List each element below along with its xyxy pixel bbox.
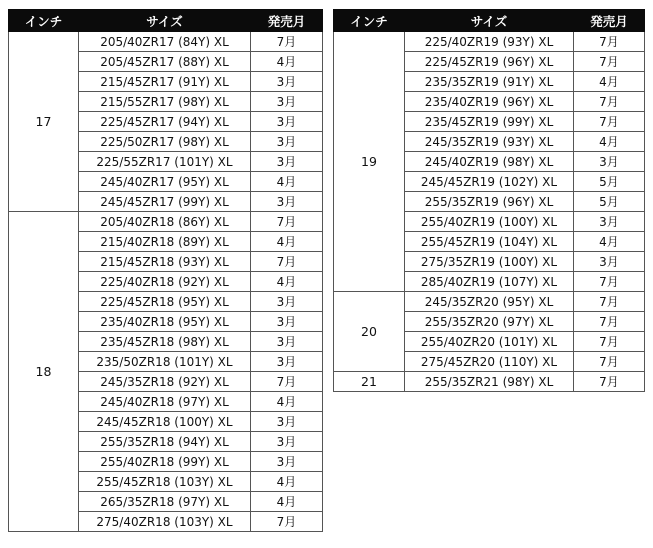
inch-cell: 18 [9, 212, 79, 532]
release-month-cell: 3月 [251, 132, 323, 152]
size-cell: 275/40ZR18 (103Y) XL [79, 512, 251, 532]
release-month-cell: 7月 [251, 512, 323, 532]
header-inch: インチ [9, 10, 79, 32]
size-cell: 245/40ZR18 (97Y) XL [79, 392, 251, 412]
size-cell: 255/40ZR19 (100Y) XL [405, 212, 574, 232]
size-cell: 215/45ZR17 (91Y) XL [79, 72, 251, 92]
size-cell: 245/45ZR18 (100Y) XL [79, 412, 251, 432]
table-row [334, 32, 645, 52]
table-row [334, 292, 645, 312]
release-month-cell: 5月 [574, 192, 645, 212]
release-month-cell: 3月 [251, 432, 323, 452]
release-month-cell: 7月 [251, 372, 323, 392]
size-cell: 285/40ZR19 (107Y) XL [405, 272, 574, 292]
release-month-cell: 3月 [251, 292, 323, 312]
size-cell: 245/45ZR17 (99Y) XL [79, 192, 251, 212]
release-month-cell: 3月 [251, 312, 323, 332]
size-cell: 225/55ZR17 (101Y) XL [79, 152, 251, 172]
release-month-cell: 3月 [251, 332, 323, 352]
release-month-cell: 7月 [574, 372, 645, 392]
header-release-month: 発売月 [251, 10, 323, 32]
release-month-cell: 4月 [251, 52, 323, 72]
size-cell: 275/45ZR20 (110Y) XL [405, 352, 574, 372]
release-month-cell: 4月 [251, 492, 323, 512]
table-row [9, 212, 323, 232]
table-row [334, 372, 645, 392]
size-cell: 255/45ZR18 (103Y) XL [79, 472, 251, 492]
inch-cell: 17 [9, 32, 79, 212]
table-body [334, 32, 645, 392]
release-month-cell: 5月 [574, 172, 645, 192]
size-cell: 205/40ZR18 (86Y) XL [79, 212, 251, 232]
size-cell: 245/45ZR19 (102Y) XL [405, 172, 574, 192]
release-month-cell: 3月 [251, 192, 323, 212]
release-month-cell: 4月 [574, 132, 645, 152]
release-month-cell: 7月 [251, 212, 323, 232]
table-row [9, 32, 323, 52]
size-cell: 245/40ZR17 (95Y) XL [79, 172, 251, 192]
release-month-cell: 7月 [574, 312, 645, 332]
size-cell: 225/50ZR17 (98Y) XL [79, 132, 251, 152]
size-cell: 235/45ZR19 (99Y) XL [405, 112, 574, 132]
release-month-cell: 4月 [574, 232, 645, 252]
release-month-cell: 7月 [574, 352, 645, 372]
release-month-cell: 3月 [574, 152, 645, 172]
release-month-cell: 4月 [251, 392, 323, 412]
size-cell: 245/35ZR20 (95Y) XL [405, 292, 574, 312]
size-cell: 245/40ZR19 (98Y) XL [405, 152, 574, 172]
size-cell: 215/55ZR17 (98Y) XL [79, 92, 251, 112]
size-cell: 215/45ZR18 (93Y) XL [79, 252, 251, 272]
release-month-cell: 7月 [251, 252, 323, 272]
release-month-cell: 7月 [251, 32, 323, 52]
release-month-cell: 4月 [251, 172, 323, 192]
size-cell: 255/35ZR18 (94Y) XL [79, 432, 251, 452]
release-month-cell: 3月 [251, 112, 323, 132]
size-cell: 235/50ZR18 (101Y) XL [79, 352, 251, 372]
release-month-cell: 4月 [574, 72, 645, 92]
size-cell: 225/45ZR18 (95Y) XL [79, 292, 251, 312]
release-month-cell: 4月 [251, 272, 323, 292]
size-cell: 235/40ZR19 (96Y) XL [405, 92, 574, 112]
release-month-cell: 7月 [574, 272, 645, 292]
release-month-cell: 7月 [574, 112, 645, 132]
header-size: サイズ [405, 10, 574, 32]
size-cell: 235/35ZR19 (91Y) XL [405, 72, 574, 92]
release-month-cell: 3月 [251, 92, 323, 112]
release-month-cell: 4月 [251, 232, 323, 252]
release-month-cell: 7月 [574, 332, 645, 352]
size-cell: 235/40ZR18 (95Y) XL [79, 312, 251, 332]
release-month-cell: 3月 [251, 352, 323, 372]
size-cell: 205/40ZR17 (84Y) XL [79, 32, 251, 52]
header-row [9, 10, 323, 32]
size-cell: 205/45ZR17 (88Y) XL [79, 52, 251, 72]
release-month-cell: 3月 [251, 452, 323, 472]
size-cell: 215/40ZR18 (89Y) XL [79, 232, 251, 252]
inch-cell: 19 [334, 32, 405, 292]
size-cell: 275/35ZR19 (100Y) XL [405, 252, 574, 272]
inch-cell: 20 [334, 292, 405, 372]
release-month-cell: 7月 [574, 92, 645, 112]
size-cell: 255/35ZR21 (98Y) XL [405, 372, 574, 392]
tire-size-table-right [333, 9, 645, 392]
size-cell: 225/40ZR19 (93Y) XL [405, 32, 574, 52]
header-release-month: 発売月 [574, 10, 645, 32]
size-cell: 235/45ZR18 (98Y) XL [79, 332, 251, 352]
inch-cell: 21 [334, 372, 405, 392]
size-cell: 225/45ZR19 (96Y) XL [405, 52, 574, 72]
size-cell: 255/40ZR18 (99Y) XL [79, 452, 251, 472]
tire-size-table-left [8, 9, 323, 532]
release-month-cell: 3月 [251, 412, 323, 432]
header-row [334, 10, 645, 32]
size-cell: 225/40ZR18 (92Y) XL [79, 272, 251, 292]
size-cell: 255/35ZR20 (97Y) XL [405, 312, 574, 332]
size-cell: 225/45ZR17 (94Y) XL [79, 112, 251, 132]
release-month-cell: 3月 [251, 152, 323, 172]
header-inch: インチ [334, 10, 405, 32]
size-cell: 245/35ZR19 (93Y) XL [405, 132, 574, 152]
table-body [9, 32, 323, 532]
size-cell: 255/35ZR19 (96Y) XL [405, 192, 574, 212]
release-month-cell: 7月 [574, 292, 645, 312]
release-month-cell: 7月 [574, 32, 645, 52]
size-cell: 245/35ZR18 (92Y) XL [79, 372, 251, 392]
header-size: サイズ [79, 10, 251, 32]
size-cell: 265/35ZR18 (97Y) XL [79, 492, 251, 512]
size-cell: 255/40ZR20 (101Y) XL [405, 332, 574, 352]
release-month-cell: 3月 [574, 212, 645, 232]
release-month-cell: 3月 [574, 252, 645, 272]
size-cell: 255/45ZR19 (104Y) XL [405, 232, 574, 252]
release-month-cell: 7月 [574, 52, 645, 72]
release-month-cell: 3月 [251, 72, 323, 92]
release-month-cell: 4月 [251, 472, 323, 492]
